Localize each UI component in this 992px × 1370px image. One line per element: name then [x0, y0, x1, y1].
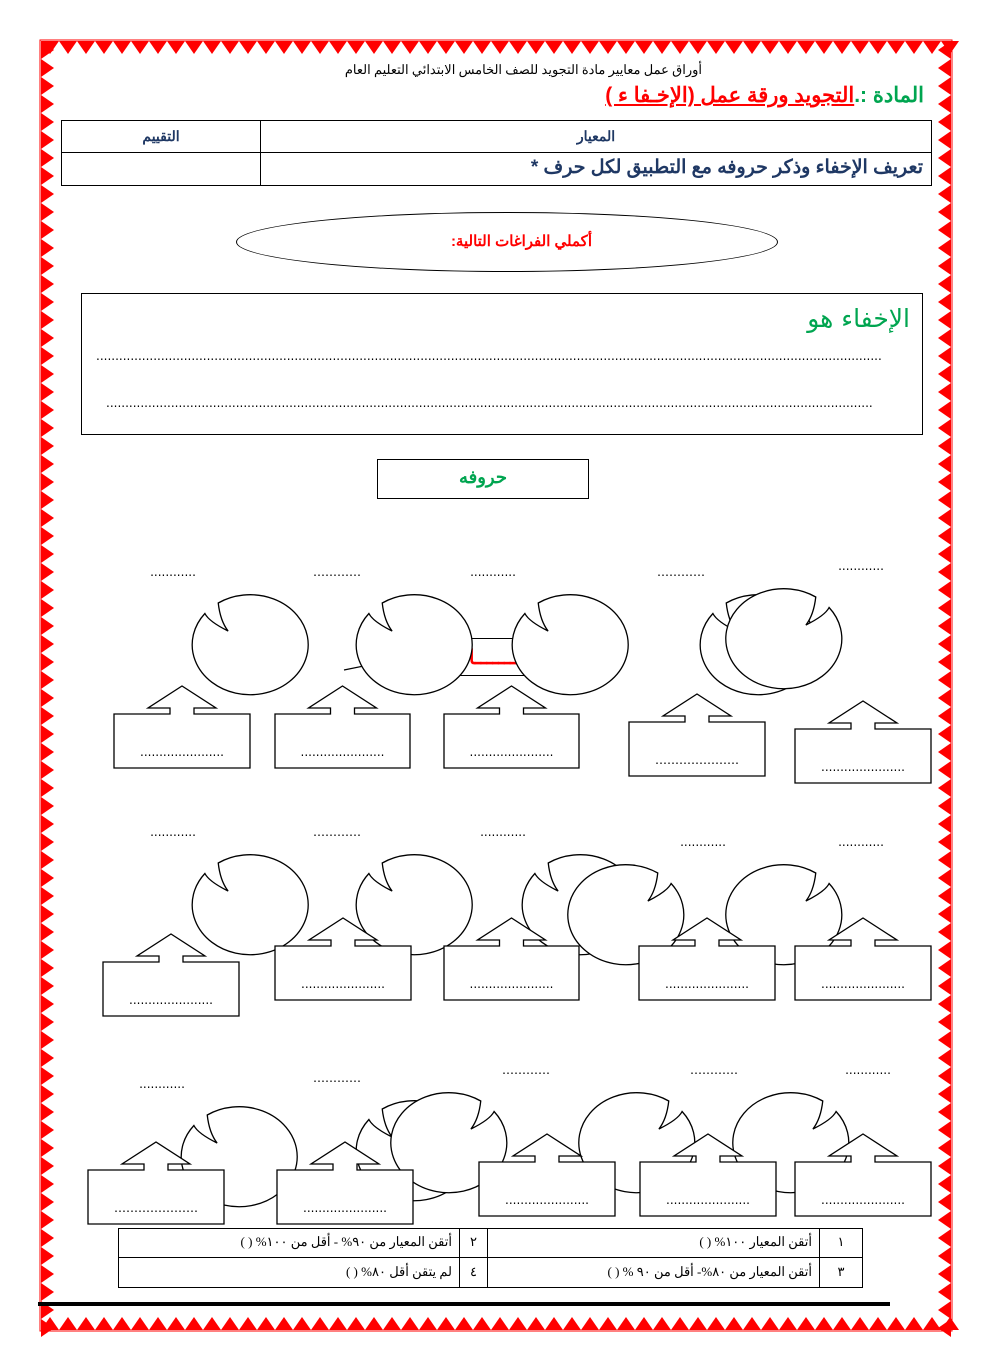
- bubble-outline: [192, 595, 308, 695]
- letter-bubble-1[interactable]: [150, 565, 308, 695]
- example-box-3[interactable]: [444, 686, 579, 768]
- example-box-1[interactable]: [114, 686, 250, 768]
- definition-line-2[interactable]: .........................................................................................................................................................................................................: [106, 397, 873, 410]
- bubble-outline: [192, 855, 308, 955]
- letter-bubble-2[interactable]: [313, 565, 472, 695]
- arrow-box-blank[interactable]: ......................: [301, 977, 385, 991]
- arrow-box-blank[interactable]: …………………: [114, 1201, 198, 1215]
- bubble-blank[interactable]: ............: [139, 1077, 185, 1091]
- arrow-box-blank[interactable]: ......................: [129, 993, 213, 1007]
- arrow-box-blank[interactable]: ......................: [469, 977, 554, 991]
- bubble-blank[interactable]: …………: [313, 565, 361, 579]
- arrow-box-blank[interactable]: …………………: [655, 753, 739, 767]
- bubble-blank[interactable]: ............: [150, 565, 196, 579]
- criterion-text: تعريف الإخفاء وذكر حروفه مع التطبيق لكل حرف *: [530, 157, 923, 178]
- arrow-box-blank[interactable]: ......................: [821, 977, 905, 991]
- criterion-column-header: المعيار: [576, 128, 616, 144]
- bubble-blank[interactable]: ............: [845, 1063, 891, 1077]
- definition-label: الإخفاء هو: [807, 304, 910, 333]
- rubric-num-2: ٢: [470, 1234, 477, 1249]
- bubble-blank[interactable]: ............: [680, 835, 726, 849]
- bubble-blank[interactable]: ............: [838, 559, 884, 573]
- bubble-blank[interactable]: ............: [150, 825, 196, 839]
- rubric-num-3: ٣: [837, 1264, 845, 1279]
- arrow-box-blank[interactable]: ......................: [303, 1201, 387, 1215]
- letters-label: حروفه: [458, 467, 507, 487]
- bubble-blank[interactable]: …………: [657, 565, 705, 579]
- arrow-box-blank[interactable]: ......................: [666, 1193, 750, 1207]
- evaluation-column-header: التقييم: [142, 128, 180, 144]
- arrow-box-blank[interactable]: ......................: [300, 745, 385, 759]
- definition-line-1[interactable]: ..............................................................................................................................................................................................................: [96, 350, 882, 363]
- bubble-blank[interactable]: ............: [480, 825, 526, 839]
- bubble-outline: [512, 595, 628, 695]
- arrow-box-blank[interactable]: ......................: [665, 977, 749, 991]
- rubric-num-4: ٤: [470, 1264, 477, 1279]
- example-box-4[interactable]: [629, 694, 765, 776]
- bubble-blank[interactable]: …………: [313, 825, 361, 839]
- subject-prefix: المادة :.: [854, 84, 924, 107]
- bubble-outline: [726, 589, 842, 689]
- letter-bubble-5[interactable]: [726, 559, 884, 689]
- arrow-box-blank[interactable]: ......................: [821, 760, 905, 774]
- example-box-2[interactable]: [275, 686, 410, 768]
- rubric-text-1: أتقن المعيار ١٠٠% ( ): [699, 1234, 812, 1249]
- rubric-text-4: لم يتقن أقل ٨٠% ( ): [345, 1264, 452, 1279]
- bubble-outline: [356, 595, 472, 695]
- bubble-blank[interactable]: …………: [502, 1063, 550, 1077]
- example-box-5[interactable]: [795, 701, 931, 783]
- instruction-text: أكملي الفراغات التالية:: [450, 233, 592, 250]
- arrow-box-blank[interactable]: ......................: [821, 1193, 905, 1207]
- worksheet-header-line: أوراق عمل معايير مادة التجويد للصف الخامس الابتدائي التعليم العام: [344, 62, 702, 77]
- bubble-blank[interactable]: …………: [313, 1071, 361, 1085]
- arrow-box-blank[interactable]: ......................: [140, 745, 224, 759]
- rubric-text-3: أتقن المعيار من ٨٠%- أقل من ٩٠ % ( ): [607, 1264, 812, 1279]
- arrow-box-blank[interactable]: ......................: [505, 1193, 589, 1207]
- rubric-text-2: أتقن المعيار من ٩٠% - أقل من ١٠٠% ( ): [240, 1234, 452, 1249]
- subject-title: التجويد ورقة عمل (الإخـفا ء ): [605, 84, 855, 107]
- bottom-rule: [38, 1302, 890, 1306]
- rubric-table: [118, 1228, 863, 1288]
- rubric-num-1: ١: [837, 1234, 845, 1249]
- bubble-blank[interactable]: …………: [690, 1063, 738, 1077]
- bubble-blank[interactable]: ............: [470, 565, 516, 579]
- letter-bubble-3[interactable]: [470, 565, 628, 695]
- arrow-box-blank[interactable]: ......................: [469, 745, 554, 759]
- bubble-blank[interactable]: ............: [838, 835, 884, 849]
